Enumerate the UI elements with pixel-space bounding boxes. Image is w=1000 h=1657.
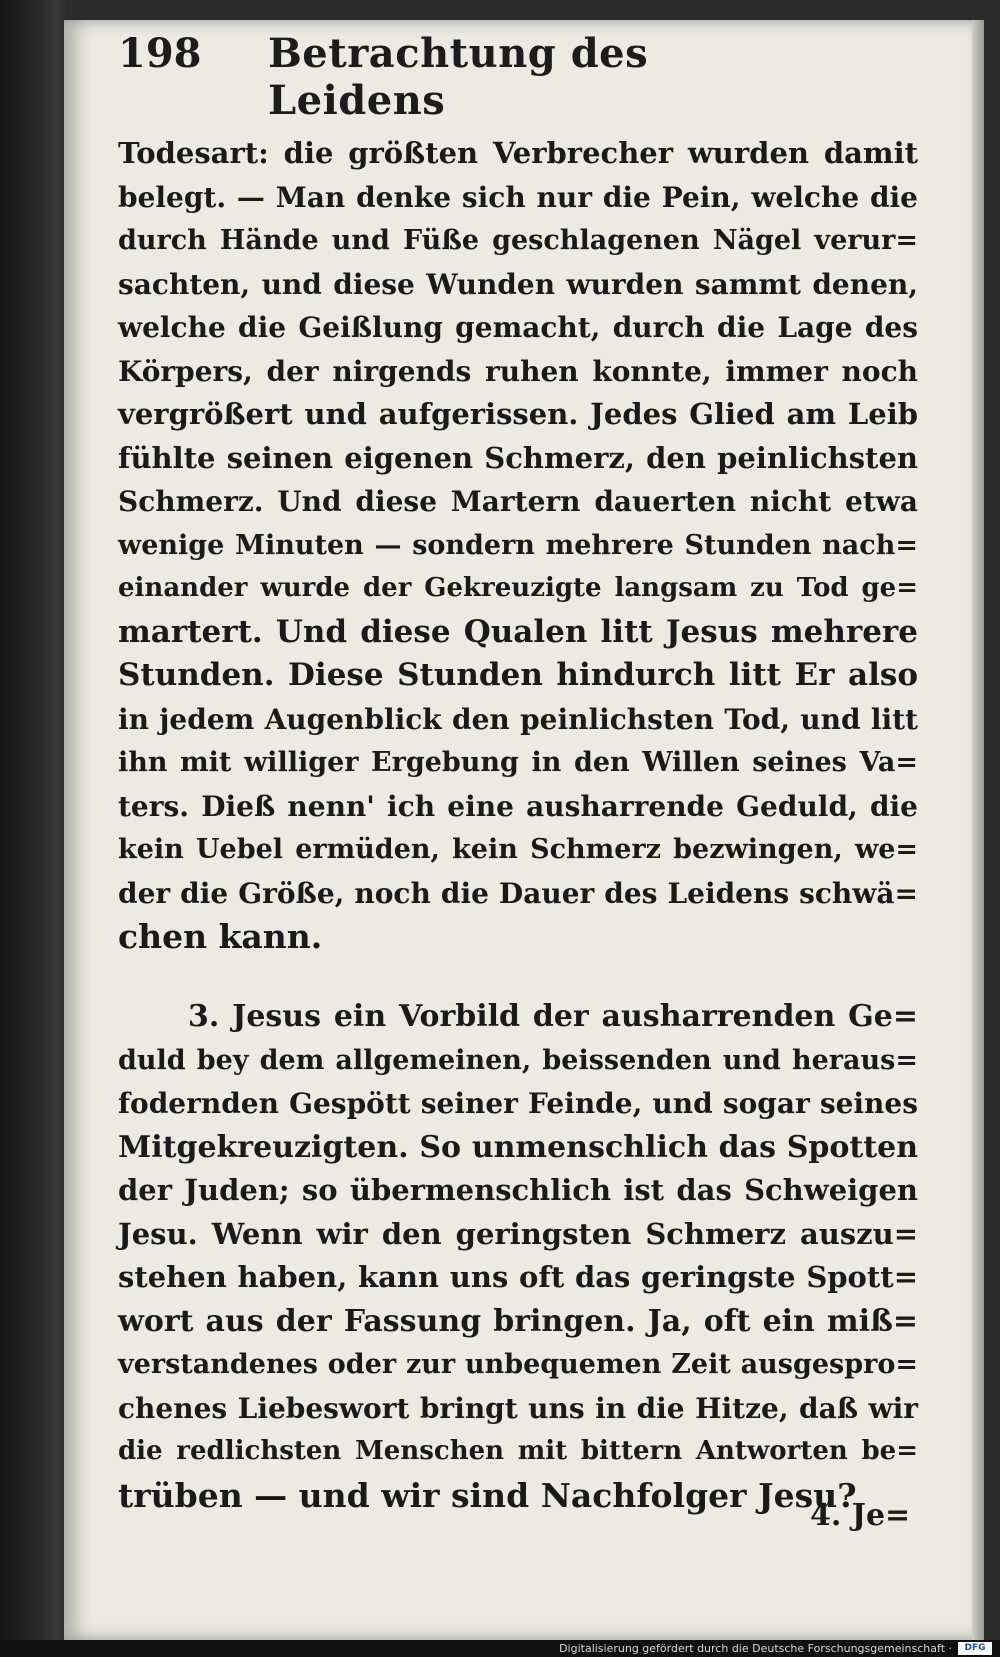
- text-line: der Juden; so übermenschlich ist das Schweigen: [118, 1173, 918, 1207]
- text-line: welche die Geißlung gemacht, durch die Lage des: [118, 311, 918, 344]
- text-line: verstandenes oder zur unbequemen Zeit ausgespro=: [118, 1349, 918, 1380]
- page-edge: [972, 20, 984, 1640]
- text-line: sachten, und diese Wunden wurden sammt denen,: [118, 267, 918, 301]
- text-line: belegt. — Man denke sich nur die Pein, welche die: [118, 180, 918, 214]
- text-line: fühlte seinen eigenen Schmerz, den peinlichsten: [118, 440, 918, 475]
- text-line: durch Hände und Füße geschlagenen Nägel verur=: [118, 225, 918, 256]
- text-line: die redlichsten Menschen mit bittern Antworten be=: [118, 1436, 918, 1466]
- text-line: wort aus der Fassung bringen. Ja, oft ein miß=: [118, 1303, 918, 1339]
- section-heading-line: 3. Jesus ein Vorbild der ausharrenden Ge=: [188, 999, 918, 1034]
- page-header: [118, 30, 818, 124]
- text-line: chenes Liebeswort bringt uns in die Hitze, daß wir: [118, 1391, 918, 1425]
- dfg-logo: DFG: [958, 1642, 992, 1655]
- text-line: vergrößert und aufgerissen. Jedes Glied am Leib: [118, 397, 918, 431]
- page-number: 198: [118, 30, 202, 77]
- running-head: Betrachtung des Leidens: [268, 30, 649, 124]
- text-line: in jedem Augenblick den peinlichsten Tod, und litt: [118, 702, 918, 736]
- text-line: chen kann.: [118, 917, 323, 956]
- text-line: kein Uebel ermüden, kein Schmerz bezwingen, we=: [118, 834, 918, 865]
- paragraph-2: [118, 995, 918, 1517]
- catchword: 4. Je=: [810, 1498, 911, 1533]
- text-line: Jesu. Wenn wir den geringsten Schmerz auszu=: [118, 1216, 918, 1251]
- text-line: stehen haben, kann uns oft das geringste Spott=: [118, 1260, 918, 1294]
- text-line: Körpers, der nirgends ruhen konnte, immer noch: [118, 354, 918, 388]
- text-line: duld bey dem allgemeinen, beissenden und heraus=: [118, 1044, 918, 1076]
- paragraph-1: [118, 132, 918, 959]
- text-line: Todesart: die größten Verbrecher wurden damit: [118, 136, 918, 170]
- text-line: Mitgekreuzigten. So unmenschlich das Spotten: [118, 1129, 918, 1165]
- footer-credit: Digitalisierung gefördert durch die Deutsche Forschungsgemeinschaft ·: [559, 1642, 952, 1655]
- text-line: trüben — und wir sind Nachfolger Jesu?: [118, 1475, 857, 1515]
- text-line: ihn mit williger Ergebung in den Willen seines Va=: [118, 747, 918, 778]
- text-line: Stunden. Diese Stunden hindurch litt Er also: [118, 657, 918, 693]
- text-line: ters. Dieß nenn' ich eine ausharrende Geduld, die: [118, 789, 918, 823]
- text-line: Schmerz. Und diese Martern dauerten nicht etwa: [118, 485, 918, 518]
- text-line: der die Größe, noch die Dauer des Leidens schwä=: [118, 876, 918, 910]
- text-line: einander wurde der Gekreuzigte langsam zu Tod ge=: [118, 573, 918, 603]
- text-line: fodernden Gespött seiner Feinde, und sogar seines: [118, 1087, 918, 1120]
- text-line: martert. Und diese Qualen litt Jesus mehrere: [118, 613, 918, 650]
- text-line: wenige Minuten — sondern mehrere Stunden nach=: [118, 529, 918, 561]
